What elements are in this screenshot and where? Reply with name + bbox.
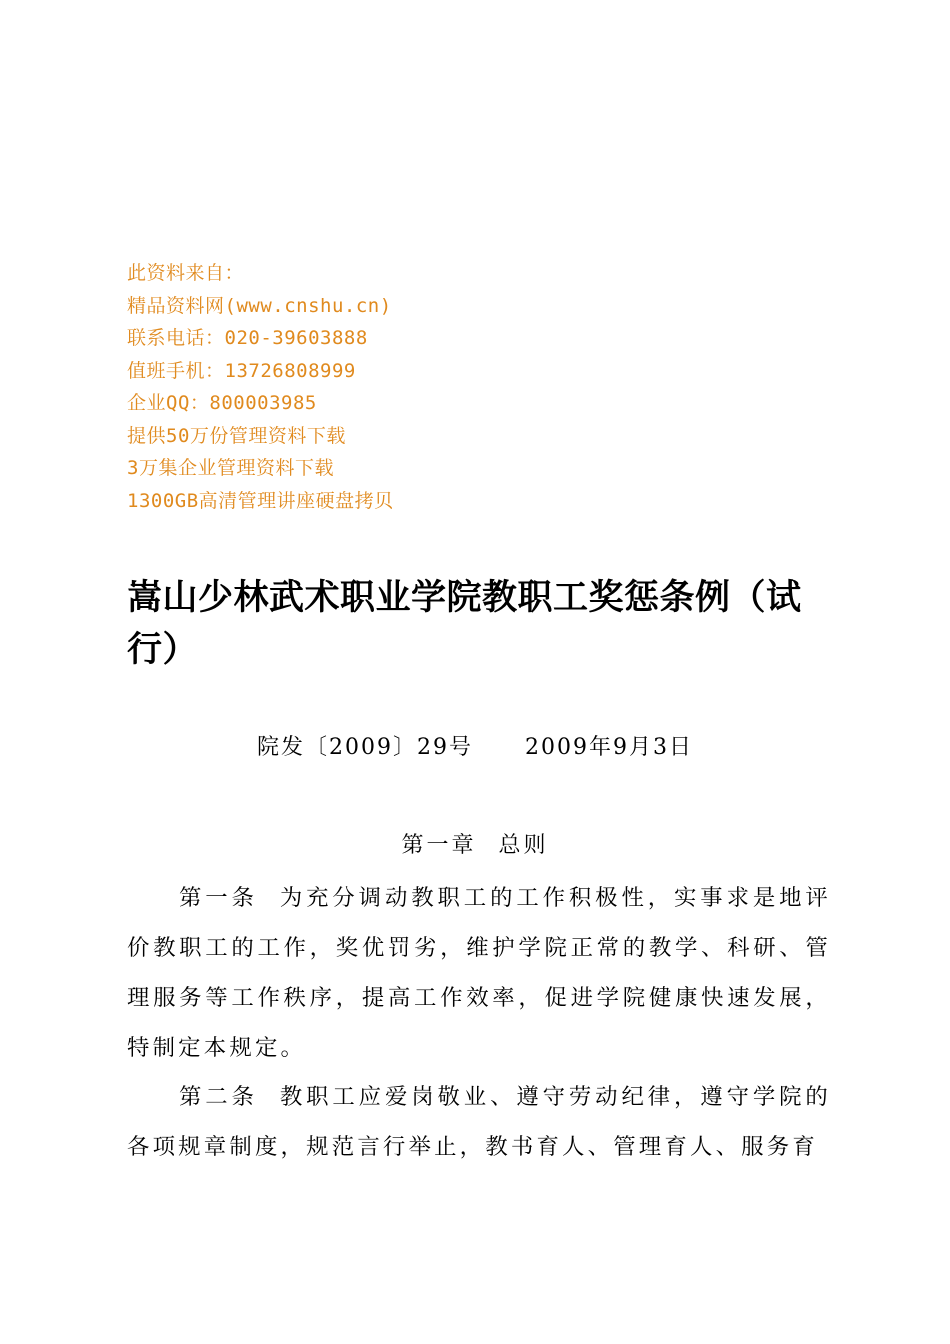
promo-line-offer-3: 1300GB高清管理讲座硬盘拷贝 — [127, 489, 394, 512]
article-1-text: 为充分调动教职工的工作积极性，实事求是地评价教职工的工作，奖优罚劣，维护学院正常的教学、科研、管理服务等工作秩序，提高工作效率，促进学院健康快速发展，特制定本规定。 — [127, 885, 831, 1061]
document-title: 嵩山少林武术职业学院教职工奖惩条例（试行） — [127, 577, 802, 670]
article-2-text: 教职工应爱岗敬业、遵守劳动纪律，遵守学院的各项规章制度，规范言行举止，教书育人、管理育人、服务育 — [127, 1084, 831, 1160]
chapter-number: 第一章 — [401, 833, 477, 858]
article-1-number: 第一条 — [179, 885, 258, 911]
promo-line-offer-2: 3万集企业管理资料下载 — [127, 457, 334, 479]
chapter-name: 总则 — [498, 833, 549, 858]
promo-line-phone: 联系电话：020-39603888 — [127, 327, 368, 349]
article-2 — [127, 1072, 831, 1172]
article-2-number: 第二条 — [179, 1084, 258, 1110]
document-meta — [0, 728, 950, 768]
article-1 — [127, 873, 831, 1073]
source-promo-block — [127, 257, 547, 517]
promo-line-website: 精品资料网(www.cnshu.cn) — [127, 294, 392, 317]
chapter-heading — [0, 826, 950, 866]
document-date: 2009年9月3日 — [525, 735, 693, 760]
promo-line-mobile: 值班手机：13726808999 — [127, 359, 356, 382]
promo-line-offer-1: 提供50万份管理资料下载 — [127, 424, 346, 447]
document-number: 院发〔2009〕29号 — [257, 735, 473, 760]
promo-line-qq: 企业QQ：800003985 — [127, 392, 317, 414]
promo-line-source: 此资料来自： — [127, 262, 245, 284]
